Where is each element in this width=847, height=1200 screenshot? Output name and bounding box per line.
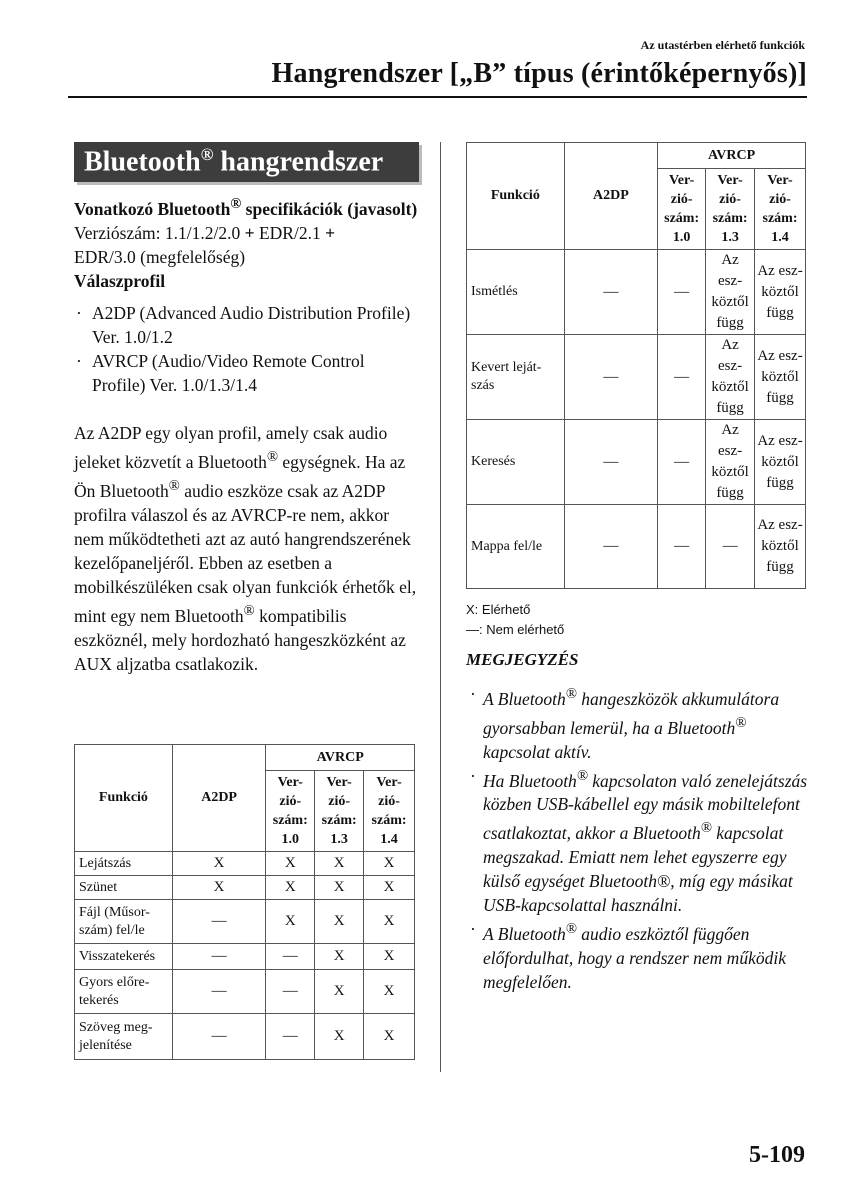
cell-a2dp: — — [172, 1014, 265, 1060]
note-text: A Bluetooth — [483, 924, 566, 945]
ver-line: 1.4 — [771, 230, 789, 245]
table-legend — [466, 600, 564, 640]
ver-line: 1.3 — [330, 832, 348, 847]
spec-heading-text: Vonatkozó Bluetooth — [74, 199, 231, 220]
list-item — [466, 764, 811, 918]
cell-v13: X — [315, 852, 364, 876]
row-label: Gyors előre-tekerés — [75, 970, 173, 1014]
left-column — [74, 142, 419, 676]
bullet-dot: · — [470, 919, 476, 940]
ver-line: szám: — [371, 813, 407, 828]
ver-line: Ver- — [277, 775, 303, 790]
cell-a2dp: — — [564, 335, 658, 420]
cell-v13: Az esz-köztől függ — [706, 335, 755, 420]
cell-v10: X — [266, 852, 315, 876]
header-a2dp: A2DP — [172, 745, 265, 852]
header-avrcp: AVRCP — [266, 745, 415, 771]
header-ver-14 — [364, 771, 415, 852]
header-ver-10 — [658, 169, 706, 250]
ver-line: 1.0 — [672, 230, 691, 245]
cell-v13: X — [315, 876, 364, 900]
cell-v10: X — [266, 900, 315, 944]
bullet-dot: · — [470, 684, 476, 704]
cell-v13: X — [315, 944, 364, 970]
ver-line: Ver- — [767, 173, 793, 188]
ver-line: zió- — [328, 794, 351, 809]
table-row — [75, 1014, 415, 1060]
cell-v10: — — [266, 1014, 315, 1060]
paragraph-text: kompatibilis eszköznél, mely hordozható hangeszközként az AUX aljzatba csatlakozik. — [74, 605, 406, 674]
bullet-dot: · — [76, 351, 82, 372]
cell-a2dp: — — [172, 944, 265, 970]
note-text: Ha Bluetooth — [483, 770, 577, 791]
version-text: Verziószám: 1.1/1.2/2.0 — [74, 223, 245, 244]
list-item-text: A2DP (Advanced Audio Distribution Profile) Ver. 1.0/1.2 — [92, 303, 411, 348]
version-text-2: EDR/2.1 — [254, 223, 326, 244]
cell-v14: X — [364, 1014, 415, 1060]
ver-line: szám: — [762, 211, 798, 226]
cell-a2dp: — — [564, 250, 658, 335]
table-row — [467, 420, 806, 505]
cell-v13: X — [315, 900, 364, 944]
ver-line: zió- — [378, 794, 400, 809]
table-row — [75, 970, 415, 1014]
note-text: kapcsolat aktív. — [483, 741, 592, 762]
note-text: audio eszköztől függően előfordulhat, hogy a rendszer nem működik megfelelően. — [483, 924, 786, 993]
cell-v13: Az esz-köztől függ — [706, 420, 755, 505]
cell-a2dp: — — [172, 970, 265, 1014]
cell-v10: — — [266, 944, 315, 970]
ver-line: zió- — [279, 794, 302, 809]
ver-line: szám: — [321, 813, 357, 828]
column-divider — [440, 142, 441, 1072]
note-text: kapcsolaton való zenelejátszás közben USB-kábellel egy másik mobiltelefont csatlakoztat, akkor a Bluetooth — [483, 770, 808, 844]
cell-v13: — — [706, 505, 755, 589]
note-text: A Bluetooth — [483, 688, 566, 709]
table-row — [75, 944, 415, 970]
cell-a2dp: — — [564, 505, 658, 589]
paragraph-text: egységnek. Ha az Ön Bluetooth — [74, 451, 406, 501]
cell-v14: Az esz-köztől függ — [755, 335, 806, 420]
legend-available: X: Elérhető — [466, 602, 531, 617]
registered-mark: ® — [565, 686, 577, 702]
note-text: kapcsolat megszakad. Emiatt nem lehet egyszerre egy külső egységet Bluetooth®, míg egy másikat USB-kapcsolattal használni. — [483, 823, 793, 916]
cell-a2dp: X — [172, 876, 265, 900]
table-row — [467, 335, 806, 420]
list-item — [74, 349, 419, 397]
header-ver-13 — [315, 771, 364, 852]
registered-mark: ® — [243, 602, 255, 619]
cell-a2dp: — — [564, 420, 658, 505]
ver-line: szám: — [712, 211, 748, 226]
registered-mark: ® — [565, 921, 577, 938]
version-line-2: EDR/3.0 (megfelelőség) — [74, 247, 246, 268]
cell-v14: X — [364, 970, 415, 1014]
page-title: Hangrendszer [„B” típus (érintőképernyős)] — [271, 58, 807, 89]
page-number: 5-109 — [749, 1142, 805, 1168]
cell-v10: — — [658, 335, 706, 420]
cell-v14: Az esz-köztől függ — [755, 420, 806, 505]
registered-mark: ® — [168, 477, 180, 494]
body-paragraph — [74, 421, 419, 675]
row-label: Fájl (Műsor-szám) fel/le — [75, 900, 173, 944]
cell-v10: — — [658, 420, 706, 505]
cell-v14: X — [364, 900, 415, 944]
ver-line: Ver- — [376, 775, 402, 790]
bullet-dot: · — [470, 765, 476, 786]
paragraph-text: audio eszköze csak az A2DP profilra válaszol és az AVRCP-re nem, akkor nem működtetheti azt az autó hangrendszerének kezelőpaneljéről. Ebben az esetben a mobilkészüléken csak olyan funkciók érhetők el, mint egy nem Bluetooth — [74, 480, 417, 626]
row-label: Szöveg meg-jelenítése — [75, 1014, 173, 1060]
cell-v14: Az esz-köztől függ — [755, 505, 806, 589]
cell-v10: X — [266, 876, 315, 900]
row-label: Kevert leját-szás — [467, 335, 565, 420]
spec-heading-text-2: specifikációk (javasolt) — [241, 199, 418, 220]
cell-v10: — — [658, 505, 706, 589]
row-label: Mappa fel/le — [467, 505, 565, 589]
cell-v13: X — [315, 1014, 364, 1060]
cell-v10: — — [266, 970, 315, 1014]
registered-mark: ® — [576, 767, 588, 784]
legend-unavailable: —: Nem elérhető — [466, 622, 565, 637]
row-label: Ismétlés — [467, 250, 565, 335]
ver-line: 1.3 — [721, 230, 739, 245]
list-item — [466, 917, 811, 994]
header-ver-10 — [266, 771, 315, 852]
table-row — [467, 505, 806, 589]
header-a2dp: A2DP — [564, 143, 658, 250]
spec-heading — [74, 192, 419, 221]
cell-v14: Az esz-köztől függ — [755, 250, 806, 335]
registered-mark: ® — [266, 449, 279, 466]
cell-v14: X — [364, 876, 415, 900]
registered-mark: ® — [200, 145, 214, 164]
ver-line: zió- — [769, 192, 791, 207]
row-label: Lejátszás — [75, 852, 173, 876]
bullet-dot: · — [76, 303, 82, 324]
registered-mark: ® — [735, 714, 747, 731]
ver-line: szám: — [272, 813, 308, 828]
header-ver-13 — [706, 169, 755, 250]
table-row — [75, 852, 415, 876]
section-title — [74, 142, 419, 182]
table-row — [75, 900, 415, 944]
header-avrcp: AVRCP — [658, 143, 806, 169]
ver-line: zió- — [719, 192, 741, 207]
registered-mark: ® — [230, 196, 242, 213]
note-title: MEGJEGYZÉS — [466, 650, 579, 669]
cell-v10: — — [658, 250, 706, 335]
row-label: Szünet — [75, 876, 173, 900]
list-item-text: AVRCP (Audio/Video Remote Control Profile) Ver. 1.0/1.3/1.4 — [92, 351, 365, 396]
ver-line: 1.4 — [380, 832, 398, 847]
ver-line: Ver- — [717, 173, 743, 188]
ver-line: zió- — [670, 192, 693, 207]
table-row — [467, 250, 806, 335]
cell-v14: X — [364, 944, 415, 970]
cell-v13: X — [315, 970, 364, 1014]
header-funkcio: Funkció — [75, 745, 173, 852]
table-row — [75, 876, 415, 900]
cell-a2dp: X — [172, 852, 265, 876]
section-title-text: Bluetooth — [84, 146, 201, 178]
running-header-subtitle: Az utastérben elérhető funkciók — [640, 38, 805, 52]
header-rule — [68, 96, 807, 98]
function-table-left — [74, 744, 415, 1060]
cell-a2dp: — — [172, 900, 265, 944]
profile-list — [74, 301, 419, 397]
cell-v13: Az esz-köztől függ — [706, 250, 755, 335]
plus-sign: + — [244, 223, 255, 244]
ver-line: Ver- — [668, 173, 695, 188]
list-item — [466, 682, 811, 764]
list-item — [74, 301, 419, 349]
row-label: Keresés — [467, 420, 565, 505]
ver-line: szám: — [664, 211, 700, 226]
paragraph-text: Az A2DP egy olyan profil, amely csak audio jeleket közvetít a Bluetooth — [74, 423, 388, 472]
header-funkcio: Funkció — [467, 143, 565, 250]
ver-line: Ver- — [326, 775, 352, 790]
cell-v14: X — [364, 852, 415, 876]
ver-line: 1.0 — [281, 832, 300, 847]
registered-mark: ® — [700, 820, 712, 837]
function-table-right — [466, 142, 806, 589]
profile-heading: Válaszprofil — [74, 271, 166, 292]
header-ver-14 — [755, 169, 806, 250]
row-label: Visszatekerés — [75, 944, 173, 970]
section-title-suffix: hangrendszer — [213, 146, 384, 178]
note-list — [466, 682, 811, 994]
version-line — [74, 221, 419, 245]
note-text: hangeszközök akkumulátora gyorsabban lemerül, ha a Bluetooth — [483, 688, 780, 738]
plus-sign: + — [325, 223, 336, 244]
